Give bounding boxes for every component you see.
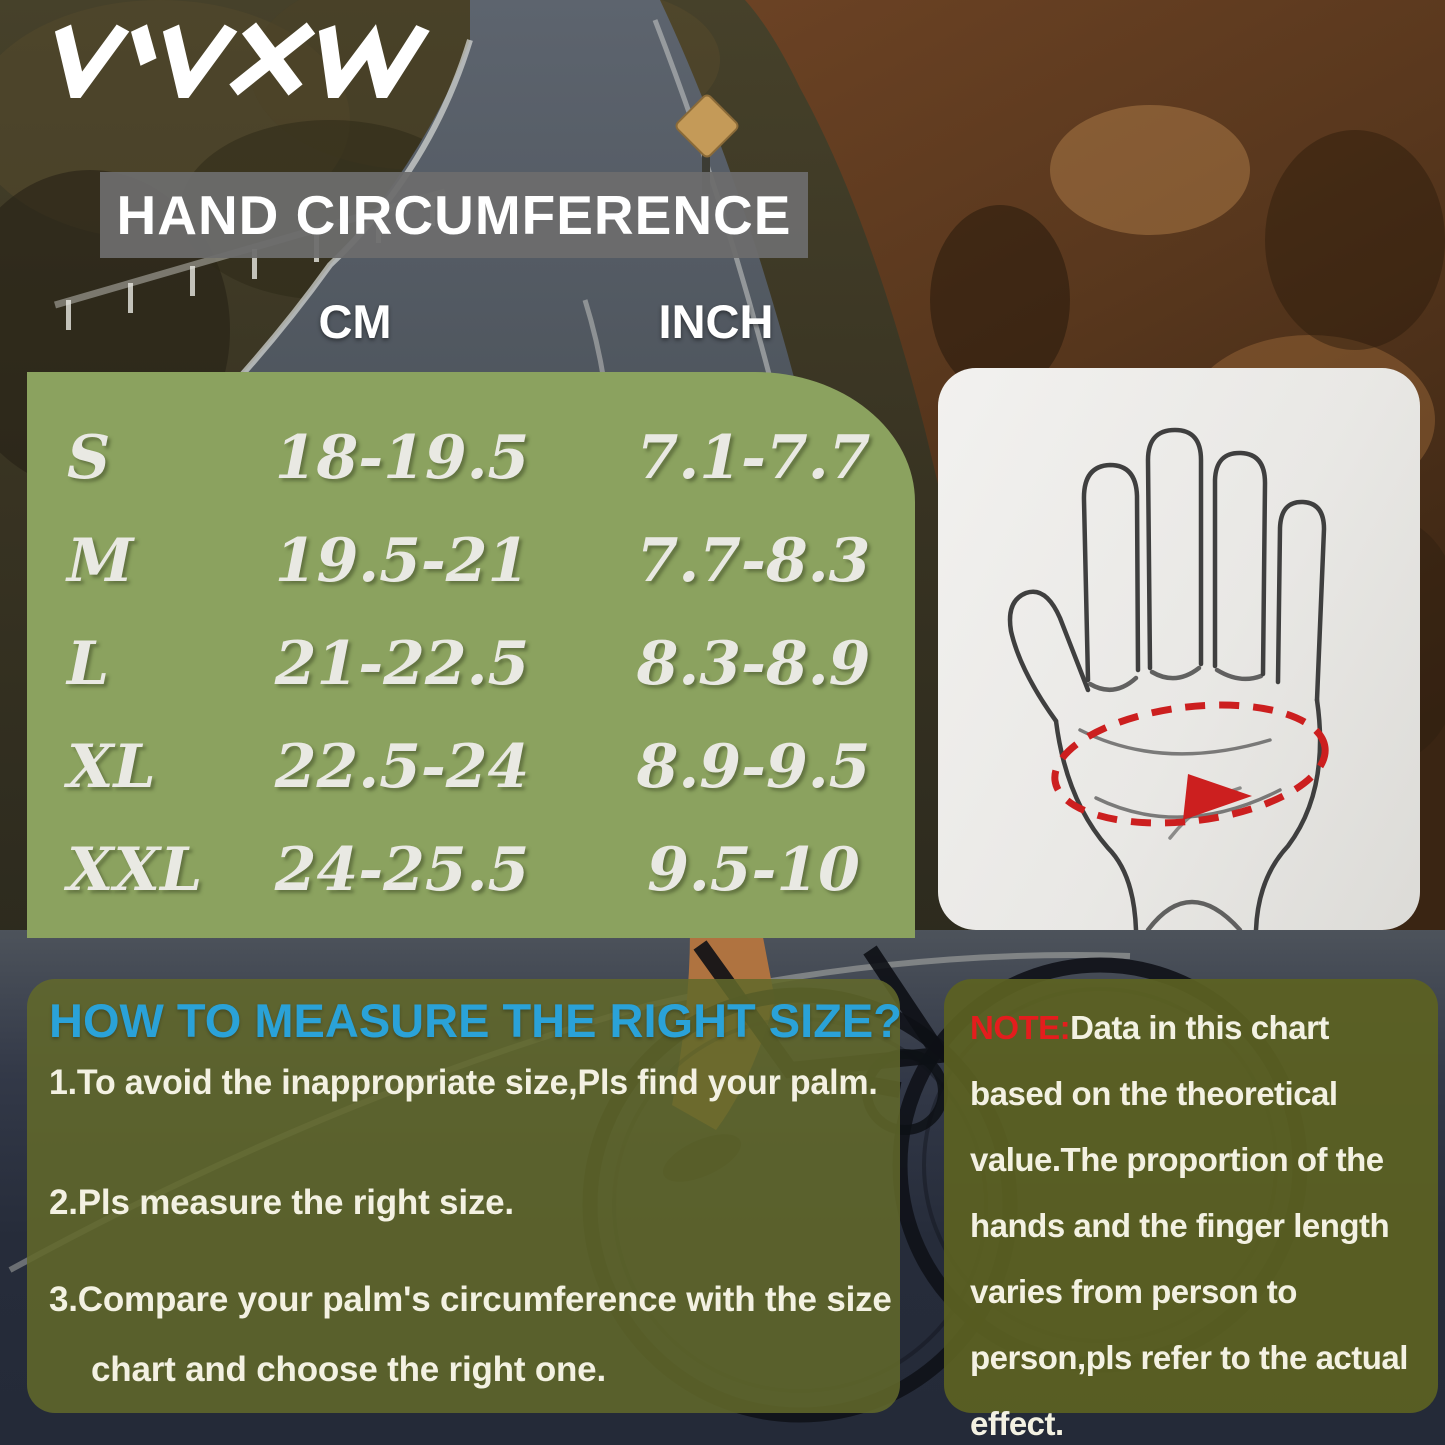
- logo-glyph-slash: [131, 28, 157, 62]
- cm-range: 22.5-24: [274, 731, 530, 802]
- column-header-cm: CM: [318, 295, 392, 348]
- logo-glyph-x: [234, 28, 311, 90]
- howto-step-2: 2.Pls measure the right size.: [49, 1183, 514, 1222]
- page-title: HAND CIRCUMFERENCE: [116, 184, 792, 246]
- note-label: NOTE:: [970, 1009, 1071, 1046]
- howto-step-3: 3.Compare your palm's circumference with the size chart and choose the right one.: [49, 1280, 892, 1389]
- table-row: [27, 818, 915, 921]
- size-label: XL: [67, 731, 156, 802]
- note-panel: [944, 979, 1438, 1442]
- size-label: XXL: [67, 834, 203, 905]
- inch-range: 7.7-8.3: [636, 525, 871, 596]
- table-row: [27, 715, 915, 818]
- logo-glyph-v1: [48, 28, 123, 90]
- cm-range: 21-22.5: [274, 628, 530, 699]
- palm-circumference-illustration-icon: [938, 368, 1420, 930]
- cm-range: 24-25.5: [274, 834, 530, 905]
- note-body: Data in this chart based on the theoretical value.The proportion of the hands and the finger length varies from person to person,pls refer to the actual effect.: [970, 1009, 1408, 1442]
- size-label: S: [67, 422, 111, 493]
- inch-range: 7.1-7.7: [636, 422, 871, 493]
- brand-logo-vxw: [38, 18, 438, 98]
- howto-panel: [27, 979, 900, 1413]
- howto-step-1: 1.To avoid the inappropriate size,Pls find your palm.: [49, 1063, 878, 1102]
- table-row: [27, 612, 915, 715]
- logo-glyph-v2: [156, 28, 231, 90]
- size-label: M: [67, 525, 134, 596]
- size-table: [27, 372, 915, 938]
- table-row: [27, 509, 915, 612]
- note-text: [970, 995, 1412, 1445]
- table-row: [27, 406, 915, 509]
- logo-glyph-w: [312, 28, 423, 90]
- cm-range: 18-19.5: [274, 422, 530, 493]
- inch-range: 9.5-10: [647, 834, 860, 905]
- cm-range: 19.5-21: [274, 525, 530, 596]
- howto-title: HOW TO MEASURE THE RIGHT SIZE?: [49, 994, 902, 1047]
- hand-measure-card: [938, 368, 1420, 930]
- inch-range: 8.9-9.5: [636, 731, 871, 802]
- size-label: L: [67, 628, 110, 699]
- title-banner: [100, 172, 808, 258]
- column-header-inch: INCH: [658, 295, 774, 348]
- inch-range: 8.3-8.9: [636, 628, 871, 699]
